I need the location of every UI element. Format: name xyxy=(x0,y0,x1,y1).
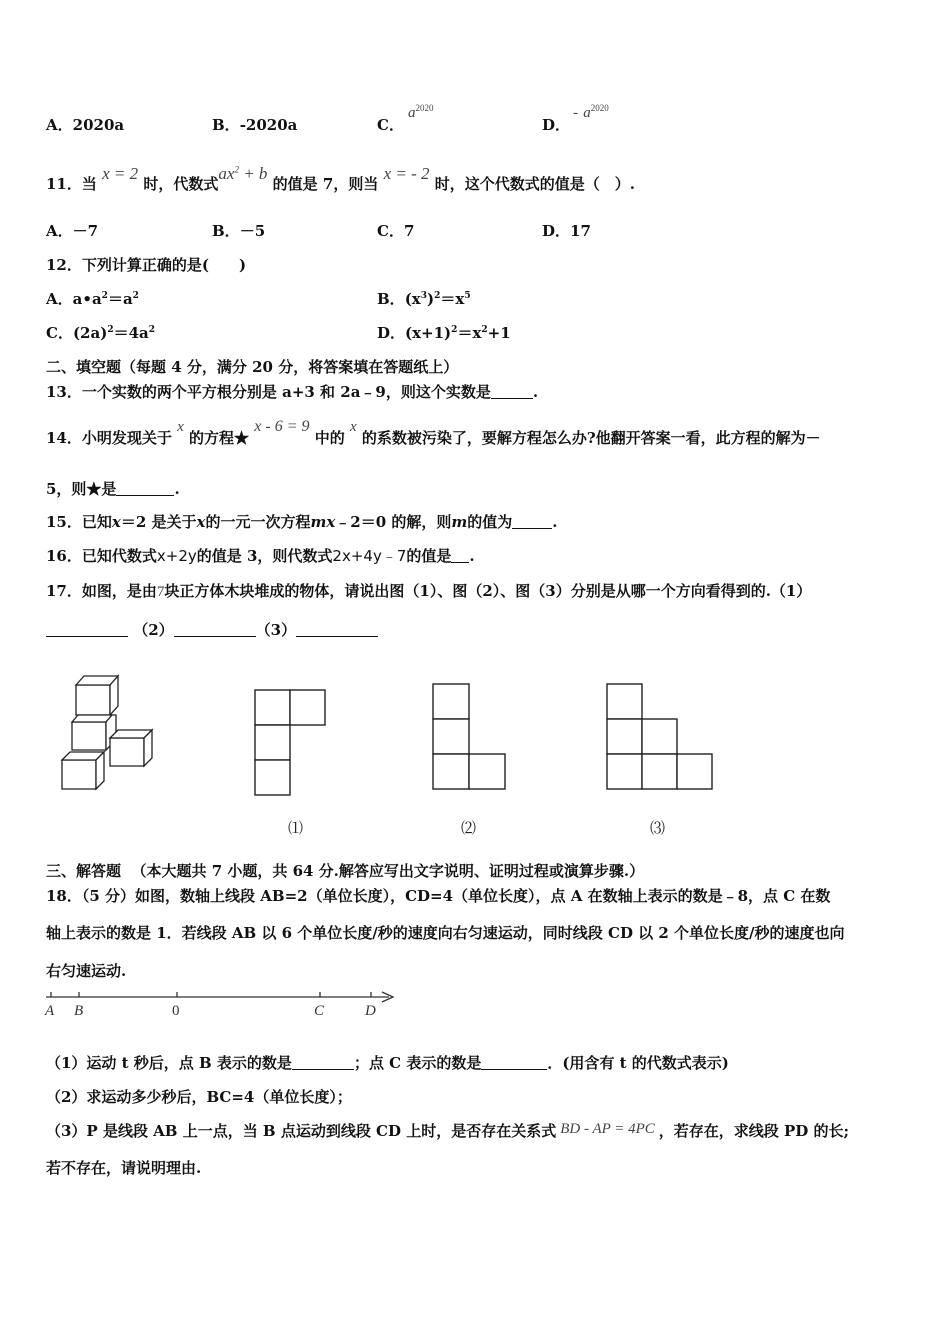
q11-expr xyxy=(218,164,267,183)
q14-line2-text: 5，则★是 xyxy=(46,480,117,498)
q18-p3-eq: BD - AP = 4PC xyxy=(560,1121,655,1137)
q18-line3: 右匀速运动. xyxy=(46,962,127,980)
cube-face xyxy=(62,760,96,789)
option-label: D． xyxy=(377,324,406,342)
section2-title: 二、填空题（每题 4 分，满分 20 分，将答案填在答题纸上） xyxy=(46,358,459,376)
b-sup2: 2 xyxy=(434,291,441,301)
option-text: －5 xyxy=(239,222,266,240)
cube-face xyxy=(72,722,106,750)
q18-part3-line2: 若不存在，请说明理由. xyxy=(46,1159,202,1177)
q13-text: 13．一个实数的两个平方根分别是 a+3 和 2a﹣9，则这个实数是 xyxy=(46,383,491,401)
cube-face xyxy=(76,685,110,715)
d-end: +1 xyxy=(487,324,511,342)
axis-label-d: D xyxy=(365,1003,376,1019)
q10-option-d-math xyxy=(573,102,609,123)
section3-note: （本大题共 7 小题，共 64 分.解答应写出文字说明、证明过程或演算步骤.） xyxy=(131,862,645,880)
option-label: B． xyxy=(377,290,405,308)
option-label: A． xyxy=(46,116,73,134)
q18-line2: 轴上表示的数是 1．若线段 AB 以 6 个单位长度/秒的速度向右匀速运动，同时线段 CD 以 2 个单位长度/秒的速度也向 xyxy=(46,924,845,942)
q18-p1-b: ；点 C 表示的数是 xyxy=(353,1054,482,1072)
answer-blank-c[interactable] xyxy=(481,1055,547,1070)
a-sup: 2 xyxy=(101,291,108,301)
q16-end: . xyxy=(469,547,475,565)
q16-expr2: 2x+4y﹣7 xyxy=(332,547,407,565)
option-text: 7 xyxy=(403,222,415,240)
q17-num: 7 xyxy=(156,584,165,600)
q12-option-b xyxy=(377,289,471,309)
view-1-figure xyxy=(254,689,326,796)
a-post: ＝a xyxy=(107,290,133,308)
math-var: a xyxy=(408,105,416,121)
d-sup: 2 xyxy=(451,325,458,335)
c-sup: 2 xyxy=(107,325,114,335)
caption-2: ⑵ xyxy=(461,819,477,837)
option-label: B． xyxy=(212,222,240,240)
q11-stem xyxy=(46,164,635,194)
math-var: a xyxy=(583,105,591,121)
q16-t1: 16．已知代数式 xyxy=(46,547,157,565)
answer-blank[interactable] xyxy=(451,548,469,563)
square xyxy=(607,719,642,754)
option-label: C． xyxy=(46,324,73,342)
q11-option-d xyxy=(542,221,591,241)
answer-blank[interactable] xyxy=(491,384,533,399)
square xyxy=(255,725,290,760)
d-pre: (x+1) xyxy=(405,324,452,342)
view-3-figure xyxy=(606,683,714,790)
b-post: ＝x xyxy=(440,290,465,308)
q17-line1 xyxy=(46,581,811,602)
q12-option-d xyxy=(377,323,511,343)
q13-end: . xyxy=(532,383,539,401)
q10-option-c xyxy=(377,115,404,135)
q18-part1 xyxy=(46,1053,729,1073)
q17-t2: 块正方体木块堆成的物体，请说出图（1）、图（2）、图（3）分别是从哪一个方向看得到的.（1） xyxy=(164,582,812,600)
q16-t3: 的值是 xyxy=(406,547,452,565)
cube-stack-figure xyxy=(50,670,160,795)
answer-blank[interactable] xyxy=(116,481,174,496)
answer-blank[interactable] xyxy=(512,514,552,529)
option-text: －7 xyxy=(72,222,99,240)
q14-t3: 中的 xyxy=(314,429,345,447)
q15-end: . xyxy=(552,513,558,531)
axis-label-c: C xyxy=(314,1003,325,1019)
q18-p3-b: ，若存在，求线段 PD 的长; xyxy=(658,1122,850,1140)
answer-blank-1[interactable] xyxy=(46,622,128,637)
q18-part2: （2）求运动多少秒后，BC=4（单位长度）； xyxy=(46,1088,352,1106)
q11-t1: 时，代数式 xyxy=(143,175,219,193)
q17-t1: 17．如图，是由 xyxy=(46,582,157,600)
q15-var2: x xyxy=(196,513,206,531)
q17-l2-b: （2） xyxy=(133,621,174,639)
square xyxy=(607,684,642,719)
square xyxy=(677,754,712,789)
q12-stem: 12．下列计算正确的是( ) xyxy=(46,256,247,274)
q14-eq: x - 6 = 9 xyxy=(254,418,310,435)
option-label: C． xyxy=(377,222,404,240)
q12-option-a xyxy=(46,289,139,309)
option-text: -2020a xyxy=(239,116,298,134)
q12-option-c xyxy=(46,323,155,343)
square xyxy=(469,754,505,789)
q14-x2: x xyxy=(349,419,357,435)
option-label: D． xyxy=(542,116,571,134)
square xyxy=(433,684,469,719)
b-sup: 3 xyxy=(420,291,427,301)
b-sup3: 5 xyxy=(464,291,471,301)
q11-cond2: x = - 2 xyxy=(383,164,430,183)
q15-var1: x xyxy=(111,513,121,531)
axis-label-b: B xyxy=(74,1003,84,1019)
q14-t1: 14．小明发现关于 xyxy=(46,429,172,447)
expr-a: ax xyxy=(218,164,235,183)
q15-eq-m: mx xyxy=(310,513,336,531)
option-label: A． xyxy=(46,290,73,308)
axis-label-0: 0 xyxy=(172,1003,180,1019)
section3-header xyxy=(46,861,644,881)
square xyxy=(607,754,642,789)
answer-blank-2[interactable] xyxy=(174,622,256,637)
q14-line1 xyxy=(46,418,821,449)
math-sign: - xyxy=(573,105,578,121)
expr-exp: 2 xyxy=(234,164,239,175)
q10-option-a xyxy=(46,115,124,135)
q10-option-c-math xyxy=(408,102,434,123)
q15-var3: m xyxy=(451,513,468,531)
square xyxy=(433,719,469,754)
answer-blank-b[interactable] xyxy=(292,1055,354,1070)
q15-t2: ＝2 是关于 xyxy=(120,513,197,531)
q11-option-a xyxy=(46,221,98,241)
answer-blank-3[interactable] xyxy=(296,622,378,637)
a-pre: a•a xyxy=(72,290,102,308)
q11-cond1: x = 2 xyxy=(102,164,139,183)
q18-part3 xyxy=(46,1121,849,1142)
square xyxy=(255,760,290,795)
q14-t4: 的系数被污染了，要解方程怎么办?他翻开答案一看，此方程的解为－ xyxy=(361,429,821,447)
q14-x1: x xyxy=(177,419,184,435)
q10-option-b xyxy=(212,115,297,135)
c-sup2: 2 xyxy=(148,325,156,335)
b-pre: (x xyxy=(404,290,421,308)
c-pre: (2a) xyxy=(72,324,108,342)
caption-1: ⑴ xyxy=(288,819,304,837)
number-line-figure xyxy=(44,988,399,1022)
q17-line2 xyxy=(46,620,378,640)
q18-p1-c: ．(用含有 t 的代数式表示) xyxy=(547,1054,729,1072)
q10-option-d xyxy=(542,115,570,135)
c-post: ＝4a xyxy=(113,324,149,342)
q16 xyxy=(46,546,475,566)
q13 xyxy=(46,382,538,402)
math-exponent: 2020 xyxy=(415,103,434,113)
math-exponent: 2020 xyxy=(590,103,609,113)
q16-expr1: x+2y xyxy=(156,547,197,565)
option-text: 17 xyxy=(570,222,591,240)
option-label: C． xyxy=(377,116,404,134)
q15-t3: 的一元一次方程 xyxy=(205,513,311,531)
d-sup2: 2 xyxy=(481,325,488,335)
q11-t2: 的值是 7，则当 xyxy=(272,175,379,193)
q15-t5: 的值为 xyxy=(467,513,513,531)
square xyxy=(433,754,469,789)
option-label: B． xyxy=(212,116,240,134)
b-mid: ) xyxy=(427,290,435,308)
q11-num: 11．当 xyxy=(46,175,97,193)
option-text: 2020a xyxy=(72,116,125,134)
square xyxy=(255,690,290,725)
square xyxy=(290,690,325,725)
q15-t1: 15．已知 xyxy=(46,513,112,531)
q14-t2: 的方程★ xyxy=(189,429,250,447)
q11-option-b xyxy=(212,221,265,241)
cube-face xyxy=(72,715,112,722)
q14-end: . xyxy=(174,480,180,498)
q18-line1: 18．（5 分）如图，数轴上线段 AB=2（单位长度），CD=4（单位长度），点 A 在数轴上表示的数是﹣8，点 C 在数 xyxy=(46,887,831,905)
q11-option-c xyxy=(377,221,414,241)
q16-t2: 的值是 3，则代数式 xyxy=(196,547,333,565)
q15-t4: ﹣2＝0 的解，则 xyxy=(335,513,452,531)
q18-p1-a: （1）运动 t 秒后，点 B 表示的数是 xyxy=(46,1054,292,1072)
a-sup2: 2 xyxy=(132,291,139,301)
q14-line2 xyxy=(46,479,180,499)
square xyxy=(642,754,677,789)
caption-3: ⑶ xyxy=(650,819,666,837)
option-label: D． xyxy=(542,222,571,240)
axis-label-a: A xyxy=(45,1003,55,1019)
section3-title: 三、解答题 xyxy=(46,862,122,880)
q17-l2-c: （3） xyxy=(255,621,297,639)
d-post: ＝x xyxy=(457,324,482,342)
q18-p3-a: （3）P 是线段 AB 上一点，当 B 点运动到线段 CD 上时，是否存在关系式 xyxy=(46,1122,557,1140)
expr-b: + b xyxy=(238,164,268,183)
view-2-figure xyxy=(432,683,506,790)
q15 xyxy=(46,512,558,532)
cube-face xyxy=(110,738,144,766)
square xyxy=(642,719,677,754)
option-label: A． xyxy=(46,222,73,240)
q11-t3: 时，这个代数式的值是（ ）. xyxy=(434,175,635,193)
